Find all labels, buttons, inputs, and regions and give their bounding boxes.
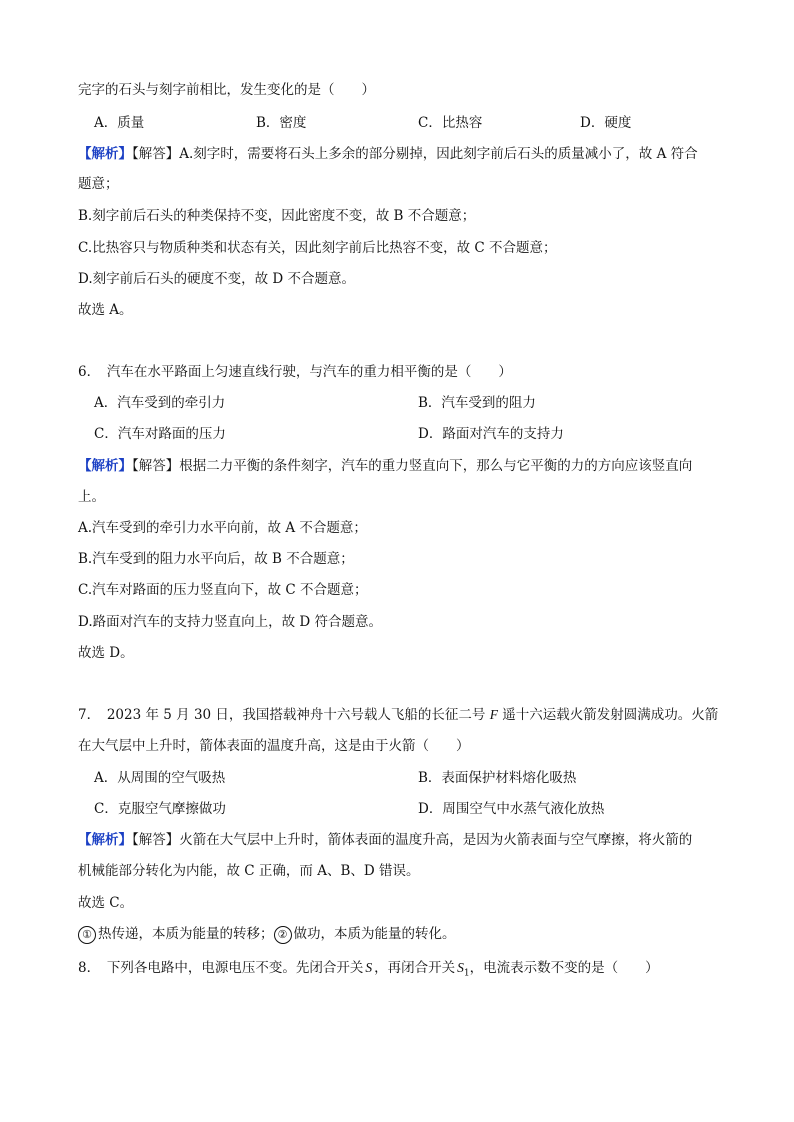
q5-option-c: C．比热容 bbox=[418, 115, 483, 131]
q5-solution-line: D.刻字前后石头的硬度不变，故 D 不合题意。 bbox=[78, 271, 356, 287]
q5-solution-line: 【解析】【解答】A.刻字时，需要将石头上多余的部分剔掉，因此刻字前后石头的质量减小了，故 A 符合 bbox=[78, 146, 698, 162]
q7-stem-cont: 在大气层中上升时，箭体表面的温度升高，这是由于火箭（ ） bbox=[78, 738, 470, 754]
q5-option-d: D．硬度 bbox=[580, 115, 632, 131]
q6-solution-line: D.路面对汽车的支持力竖直向上，故 D 符合题意。 bbox=[78, 614, 383, 630]
q6-option-d: D．路面对汽车的支持力 bbox=[418, 426, 564, 442]
analysis-tag: 【解析】 bbox=[78, 458, 132, 474]
analysis-tag: 【解析】 bbox=[78, 832, 132, 848]
q8-stem: 8． 下列各电路中，电源电压不变。先闭合开关 S ，再闭合开关 $S_1$，电流表示数不变的是（ ） bbox=[78, 960, 659, 979]
q5-stem: 完字的石头与刻字前相比，发生变化的是（ ） bbox=[78, 82, 375, 98]
q7-solution-line: 【解析】【解答】火箭在大气层中上升时，箭体表面的温度升高，是因为火箭表面与空气摩擦，将火箭的 bbox=[78, 832, 693, 848]
q7-solution-line: 故选 C。 bbox=[78, 895, 134, 911]
analysis-tag: 【解析】 bbox=[78, 146, 132, 162]
q5-option-a: A．质量 bbox=[94, 115, 145, 131]
circled-two: ② bbox=[274, 926, 292, 944]
q6-solution-line: 【解析】【解答】根据二力平衡的条件刻字，汽车的重力竖直向下，那么与它平衡的力的方向应该竖直向 bbox=[78, 458, 693, 474]
q5-solution-line: C.比热容只与物质种类和状态有关，因此刻字前后比热容不变，故 C 不合题意； bbox=[78, 240, 557, 256]
q7-stem: 7． 2023 年 5 月 30 日，我国搭载神舟十六号载人飞船的长征二号 F 遥十六运载火箭发射圆满成功。火箭 bbox=[78, 707, 719, 723]
q6-option-b: B．汽车受到的阻力 bbox=[418, 395, 536, 411]
q7-note-line: ① 热传递，本质为能量的转移； ② 做功，本质为能量的转化。 bbox=[78, 924, 754, 944]
q7-option-d: D．周围空气中水蒸气液化放热 bbox=[418, 801, 605, 817]
q5-solution-line: 题意； bbox=[78, 176, 119, 192]
q7-option-b: B．表面保护材料熔化吸热 bbox=[418, 770, 577, 786]
q6-solution-line: 故选 D。 bbox=[78, 645, 134, 661]
q6-solution-line: 上。 bbox=[78, 489, 105, 505]
q5-option-b: B．密度 bbox=[256, 115, 307, 131]
q6-solution-line: A.汽车受到的牵引力水平向前，故 A 不合题意； bbox=[78, 520, 367, 536]
q6-solution-line: C.汽车对路面的压力竖直向下，故 C 不合题意； bbox=[78, 582, 368, 598]
q5-solution-line: B.刻字前后石头的种类保持不变，因此密度不变，故 B 不合题意； bbox=[78, 208, 476, 224]
q6-stem: 6． 汽车在水平路面上匀速直线行驶，与汽车的重力相平衡的是（ ） bbox=[78, 364, 512, 380]
circled-one: ① bbox=[78, 926, 96, 944]
q6-option-a: A．汽车受到的牵引力 bbox=[94, 395, 226, 411]
q7-solution-line: 机械能部分转化为内能，故 C 正确，而 A、B、D 错误。 bbox=[78, 863, 420, 879]
q7-option-a: A．从周围的空气吸热 bbox=[94, 770, 226, 786]
q7-option-c: C．克服空气摩擦做功 bbox=[94, 801, 226, 817]
q5-solution-line: 故选 A。 bbox=[78, 302, 133, 318]
q6-solution-line: B.汽车受到的阻力水平向后，故 B 不合题意； bbox=[78, 551, 354, 567]
q6-option-c: C．汽车对路面的压力 bbox=[94, 426, 226, 442]
